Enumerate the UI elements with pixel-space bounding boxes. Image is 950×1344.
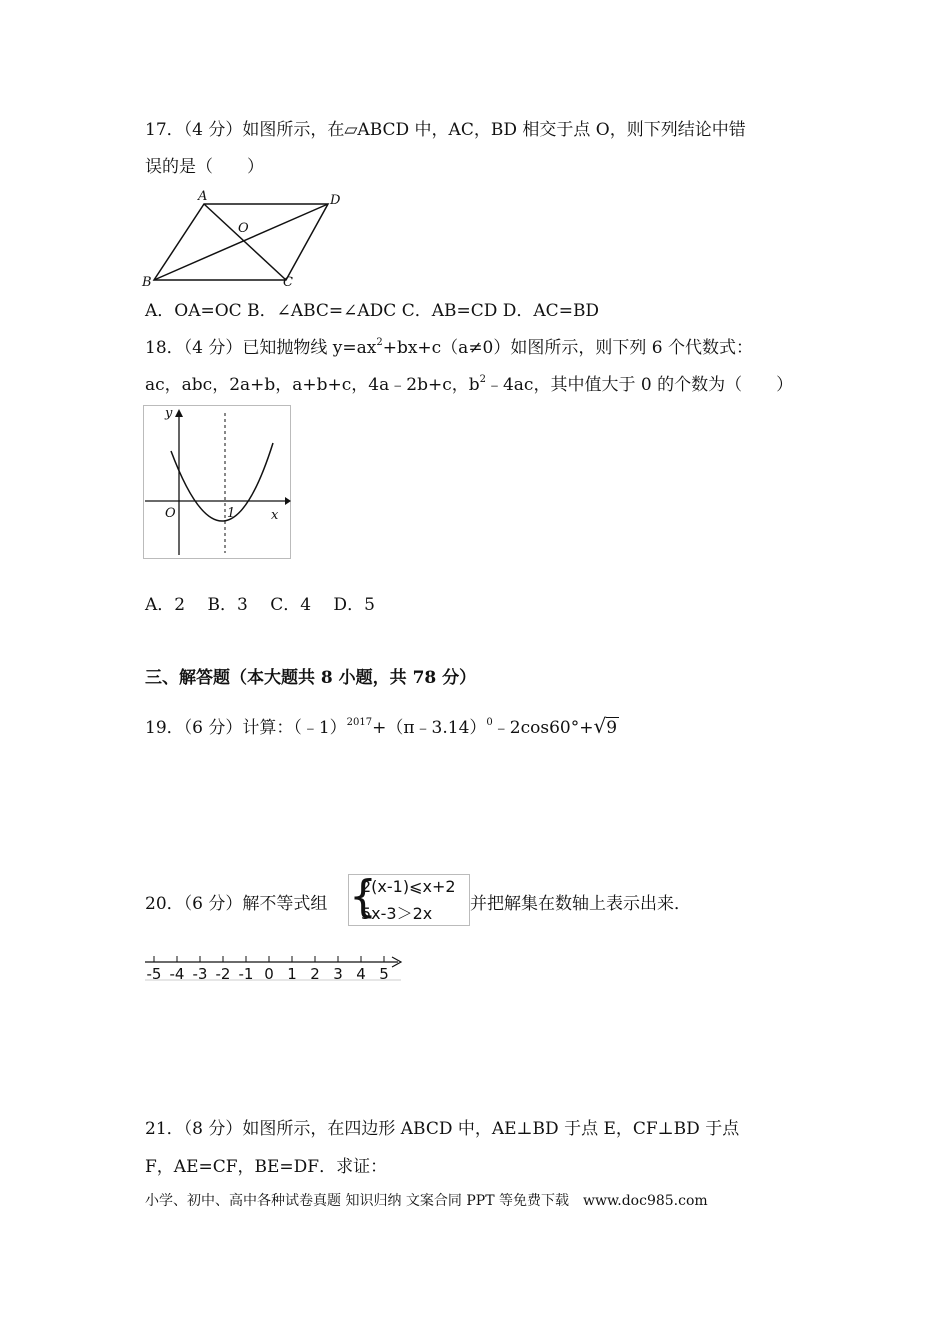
tick-label: 2 xyxy=(310,965,320,983)
q20-prefix: 20．（6 分）解不等式组 xyxy=(145,894,328,914)
q18-stem-line1 xyxy=(145,336,753,363)
q19-stem xyxy=(145,714,619,743)
sqrt-symbol: √ xyxy=(593,714,607,738)
q21-stem-line2: F，AE=CF，BE=DF．求证： xyxy=(145,1157,388,1177)
label-o: O xyxy=(238,221,249,236)
label-one: 1 xyxy=(227,506,236,521)
number-line-ticks xyxy=(147,956,389,983)
tick-label: -1 xyxy=(238,965,254,983)
q18-stem-line2 xyxy=(145,373,793,400)
q18-exponent-2: 2 xyxy=(479,374,486,385)
figure-frame xyxy=(144,406,291,559)
q21-stem-line1: 21．（8 分）如图所示，在四边形 ABCD 中，AE⊥BD 于点 E，CF⊥BD 于点 xyxy=(145,1119,740,1139)
q18-options: A．2 B．3 C．4 D．5 xyxy=(145,595,375,615)
q17-stem-line1: 17．（4 分）如图所示，在▱ABCD 中，AC，BD 相交于点 O，则下列结论中错 xyxy=(145,120,746,140)
inequality-1: 2(x-1)⩽x+2 xyxy=(361,877,456,896)
tick-label: 1 xyxy=(287,965,297,983)
parabola-curve xyxy=(171,443,273,521)
parabola-figure xyxy=(143,405,293,561)
tick-label: -5 xyxy=(146,965,162,983)
y-axis-arrow xyxy=(175,409,183,417)
q18-exponent-1: 2 xyxy=(376,337,383,348)
parallelogram-figure xyxy=(140,186,350,290)
label-origin: O xyxy=(165,506,176,521)
sqrt-radicand: 9 xyxy=(606,718,618,738)
label-b: B xyxy=(142,275,152,290)
tick-label: -2 xyxy=(215,965,231,983)
q19-exponent-0: 0 xyxy=(486,717,493,728)
q17-options: A．OA=OC B．∠ABC=∠ADC C．AB=CD D．AC=BD xyxy=(145,301,600,321)
inequality-2: 5x-3＞2x xyxy=(361,904,433,923)
q19-part-a: 19．（6 分）计算：（﹣1） xyxy=(145,718,347,738)
tick-label: 5 xyxy=(379,965,389,983)
label-c: C xyxy=(283,275,293,290)
q18-stem-line2-b: ﹣4ac，其中值大于 0 的个数为（ ） xyxy=(485,375,794,395)
page-footer: 小学、初中、高中各种试卷真题 知识归纳 文案合同 PPT 等免费下载 www.doc985.com xyxy=(145,1193,708,1209)
system-brace: { xyxy=(349,871,377,922)
q18-stem-line2-a: ac，abc，2a+b，a+b+c，4a﹣2b+c，b xyxy=(145,375,480,395)
label-x: x xyxy=(271,508,279,523)
q19-part-b: +（π﹣3.14） xyxy=(372,718,487,738)
inequality-system xyxy=(348,871,470,926)
q19-part-c: ﹣2cos60°+ xyxy=(492,718,594,738)
label-d: D xyxy=(330,193,341,208)
q20-suffix: 并把解集在数轴上表示出来． xyxy=(470,894,691,914)
q18-stem-line1-b: +bx+c（a≠0）如图所示，则下列 6 个代数式： xyxy=(382,338,754,358)
tick-label: 3 xyxy=(333,965,343,983)
diagonal-ac xyxy=(204,204,286,280)
diagonal-bd xyxy=(154,204,328,280)
number-line xyxy=(143,950,405,984)
tick-label: 4 xyxy=(356,965,366,983)
q19-exponent-2017: 2017 xyxy=(346,717,373,728)
label-y: y xyxy=(165,406,173,421)
label-a: A xyxy=(198,189,208,204)
q18-stem-line1-a: 18．（4 分）已知抛物线 y=ax xyxy=(145,338,377,358)
q17-stem-line2: 误的是（ ） xyxy=(145,157,264,177)
tick-label: 0 xyxy=(264,965,274,983)
section-heading: 三、解答题（本大题共 8 小题，共 78 分） xyxy=(145,668,477,688)
tick-label: -3 xyxy=(192,965,208,983)
tick-label: -4 xyxy=(169,965,185,983)
